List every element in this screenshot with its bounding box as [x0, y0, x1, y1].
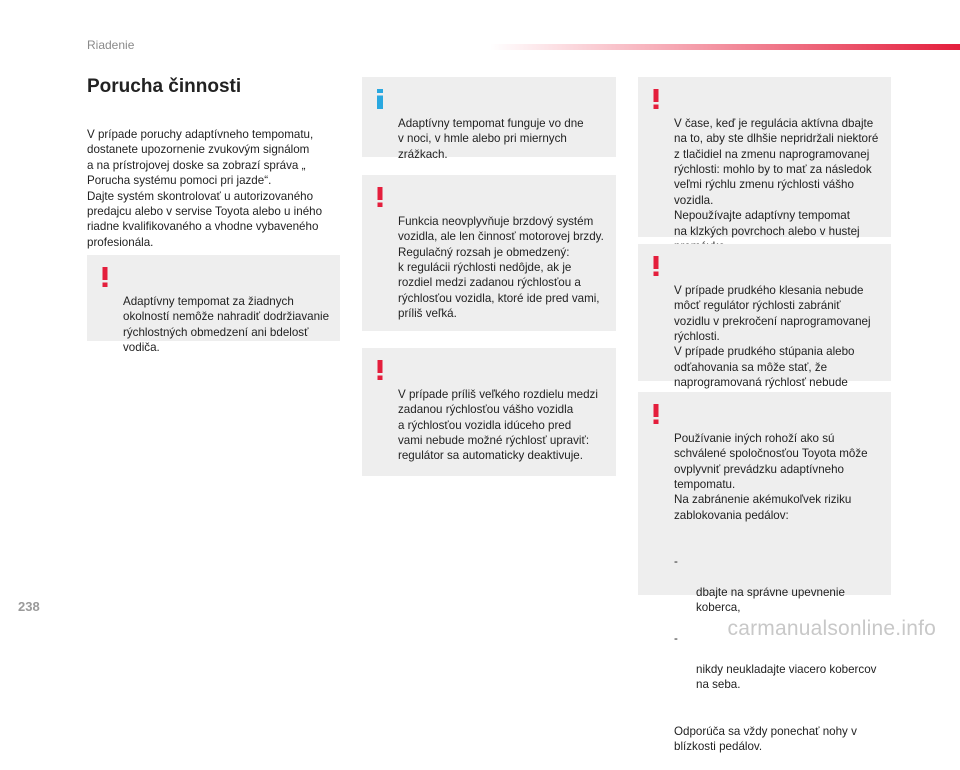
- page-number: 238: [18, 599, 40, 614]
- warning-exclamation-icon: [648, 404, 664, 424]
- warning-exclamation-icon: [648, 256, 664, 276]
- warning-note-buttons: [638, 77, 891, 237]
- warning-note-text: V prípade príliš veľkého rozdielu medzi zadanou rýchlosťou vášho vozidla a rýchlosťou vozidla idúceho pred vami nebude možné rýchlosť upraviť: regulátor sa automaticky deaktivuje.: [398, 387, 598, 463]
- list-dash: -: [674, 632, 678, 646]
- warning-note-text: Adaptívny tempomat za žiadnych okolností nemôže nahradiť dodržiavanie rýchlostných obmedzení ani bdelosť vodiča.: [123, 294, 330, 355]
- list-item-text: nikdy neukladajte viacero kobercov na seba.: [696, 662, 877, 692]
- warning-exclamation-icon: [648, 89, 664, 109]
- warning-exclamation-icon: [372, 187, 388, 207]
- info-note-fog: [362, 77, 616, 161]
- warning-exclamation-icon: [372, 360, 388, 380]
- info-note-text: Adaptívny tempomat funguje vo dne v noci, v hmle alebo pri miernych zrážkach.: [398, 116, 584, 161]
- warning-exclamation-icon: [97, 267, 113, 287]
- header-accent-bar: [490, 44, 960, 50]
- list-dash: -: [674, 555, 678, 569]
- warning-note-difference: [362, 348, 616, 476]
- list-item: [674, 554, 885, 616]
- warning-note-footer: Odporúča sa vždy ponechať nohy v blízkosti pedálov.: [674, 724, 857, 753]
- warning-note-brake: [362, 175, 616, 331]
- list-item-text: dbajte na správne upevnenie koberca,: [696, 585, 845, 615]
- warning-note-text: Používanie iných rohoží ako sú schválené spoločnosťou Toyota môže ovplyvniť prevádzku adaptívneho tempomatu. Na zabránenie akémukoľvek riziku zablokovania pedálov:: [674, 431, 868, 522]
- warning-note-text: Funkcia neovplyvňuje brzdový systém vozidla, ale len činnosť motorovej brzdy. Regulačný rozsah je obmedzený: k regulácii rýchlosti nedôjde, ak je rozdiel medzi zadanou rýchlosťou a rýchlosťou vozidla, ktoré ide pred vami, príliš veľká.: [398, 214, 604, 321]
- watermark: carmanualsonline.info: [727, 617, 936, 640]
- warning-note-text: V prípade prudkého klesania nebude môcť regulátor rýchlosti zabrániť vozidlu v prekročení naprogramovanej rýchlosti. V prípade prudkého stúpania alebo odťahovania sa môže stať, že naprogramovaná rýchlosť nebude: [674, 283, 871, 390]
- warning-note-text: V čase, keď je regulácia aktívna dbajte na to, aby ste dlhšie nepridržali niektoré z tlačidiel na zmenu naprogramovanej rýchlosti: mohlo by to mať za následok veľmi rýchlu zmenu rýchlosti vášho vozidla. Nepoužívajte adaptívny tempomat na klzkých povrchoch alebo v hustej: [674, 116, 879, 238]
- section-header-label: Riadenie: [87, 38, 135, 52]
- info-i-icon: [372, 89, 388, 109]
- warning-note-weather: [87, 255, 340, 355]
- page-title: Porucha činnosti: [87, 76, 242, 97]
- intro-paragraph: V prípade poruchy adaptívneho tempomatu, dostanete upozornenie zvukovým signálom a na prístrojovej doske sa zobrazí správa „ Porucha systému pomoci pri jazde“. Dajte systém skontrolovať u autorizovaného predajcu alebo v servise Toyota alebo u iného riadne kvalifikovaného a vhodne vybaveného profesionála.: [87, 128, 323, 249]
- warning-note-slope: [638, 244, 891, 390]
